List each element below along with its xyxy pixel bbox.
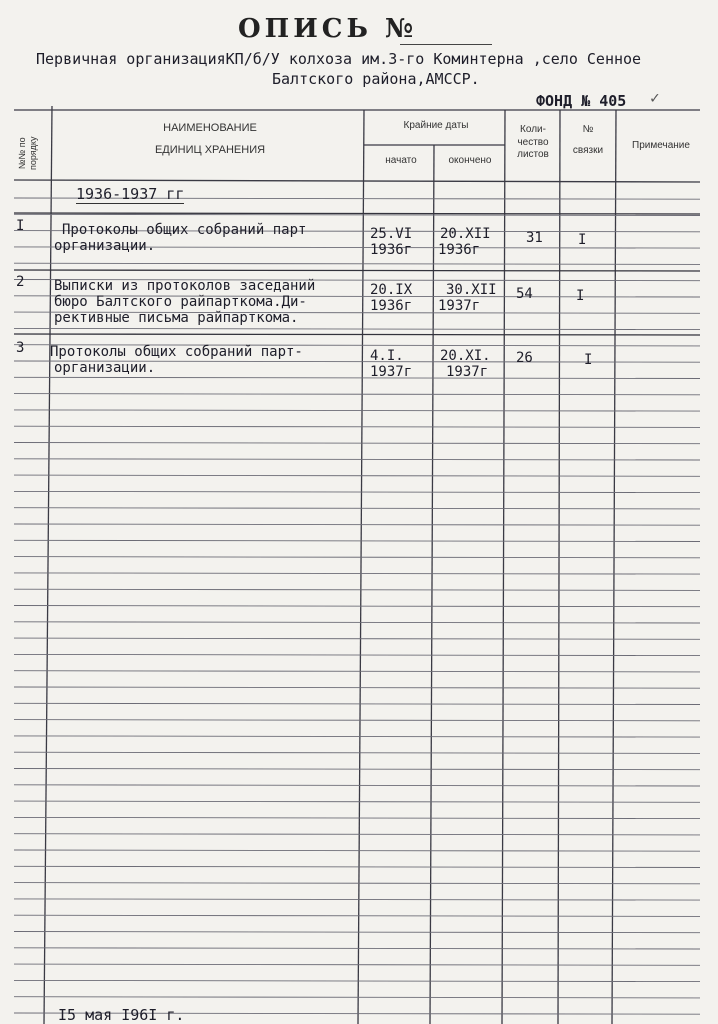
row-end-date-line-2: 1937г [438, 298, 481, 314]
ruling-line [14, 573, 700, 574]
ruling-line [14, 785, 700, 786]
ruling-line [14, 964, 700, 965]
row-number: 3 [16, 340, 25, 356]
column-header-sheets-line-3: листов [517, 149, 549, 160]
row-bundle-number: I [578, 232, 587, 248]
ruling-line [14, 899, 700, 900]
row-title-line-2: бюро Балтского райпарткома.Ди- [54, 294, 307, 310]
ruling-line [14, 915, 700, 916]
column-header-bundle-line-1: № [582, 124, 594, 135]
row-separator-line [14, 334, 700, 335]
row-separator-line [14, 213, 700, 214]
column-header-dates: Крайние даты [403, 120, 469, 131]
row-sheet-count: 54 [516, 286, 533, 302]
row-title-line-1: Выписки из протоколов заседаний [54, 278, 316, 294]
column-header-name-line-1: НАИМЕНОВАНИЕ [163, 122, 257, 134]
ruling-line [14, 394, 700, 395]
period-heading: 1936-1937 гг [76, 185, 185, 203]
row-start-date-line-2: 1936г [370, 298, 413, 314]
title-number-blank [400, 44, 492, 45]
ruling-line [14, 410, 700, 411]
ruling-line [14, 589, 700, 590]
check-mark-icon: ✓ [650, 88, 660, 107]
ruling-line [14, 540, 700, 541]
row-end-date-line-1: 30.XII [446, 282, 497, 298]
column-header-sheets-line-2: чество [517, 136, 549, 148]
column-header-name [60, 122, 360, 158]
organization-line-1: Первичная организацияКП/б/У колхоза им.3-го Коминтерна ,село Сенное [36, 50, 642, 68]
row-start-date-line-2: 1936г [370, 242, 413, 258]
row-title-line-2: организации. [54, 238, 156, 254]
ruling-line [14, 801, 700, 802]
ruling-line [14, 687, 700, 688]
ruling-line [14, 997, 700, 998]
row-title-line-1: Протоколы общих собраний парт [62, 222, 307, 238]
ruling-line [14, 475, 700, 476]
row-sheet-count: 31 [526, 230, 543, 246]
row-end-date-line-1: 20.XI. [440, 348, 491, 364]
row-sheet-count: 26 [516, 350, 533, 366]
column-header-sheets [506, 124, 560, 162]
row-bundle-number: I [584, 352, 593, 368]
row-bundle-number: I [576, 288, 585, 304]
ruling-line [14, 622, 700, 623]
ruling-line [14, 377, 700, 378]
ruling-line [14, 459, 700, 460]
footer-date: I5 мая I96I г. [58, 1006, 185, 1024]
column-header-number: №№ по порядку [16, 136, 38, 170]
column-header-bundle [562, 124, 614, 157]
ruling-line [14, 948, 700, 949]
row-title-line-1: Протоколы общих собраний парт- [50, 344, 303, 360]
ruling-line [14, 736, 700, 737]
ruling-line [14, 866, 700, 867]
column-header-bundle-line-2: связки [572, 144, 604, 156]
row-separator-line [14, 270, 700, 271]
row-start-date-line-1: 20.IX [370, 282, 413, 298]
ruling-line [14, 524, 700, 525]
ruling-line [14, 703, 700, 704]
column-header-end: окончено [448, 155, 492, 166]
ruling-line [14, 606, 700, 607]
organization-line-2: Балтского района,АМССР. [272, 70, 480, 88]
row-start-date-line-2: 1937г [370, 364, 413, 380]
ruling-line [14, 980, 700, 981]
column-header-name-line-2: ЕДИНИЦ ХРАНЕНИЯ [154, 143, 266, 156]
row-number: I [16, 218, 25, 234]
row-end-date-line-2: 1937г [446, 364, 489, 380]
column-header-note: Примечание [632, 140, 690, 151]
ruling-line [14, 769, 700, 770]
row-end-date-line-1: 20.XII [440, 226, 491, 242]
row-start-date-line-1: 25.VI [370, 226, 413, 242]
ruling-line [14, 638, 700, 639]
row-end-date-line-2: 1936г [438, 242, 481, 258]
ruling-line [14, 883, 700, 884]
column-header-sheets-line-1: Коли- [520, 124, 546, 135]
ruling-line [14, 817, 700, 818]
ruling-line [14, 850, 700, 851]
document-title: ОПИСЬ № [238, 14, 418, 44]
ruling-line [14, 491, 700, 492]
ruling-line [14, 557, 700, 558]
row-title-line-3: рективные письма райпарткома. [54, 310, 299, 326]
ruling-line [14, 834, 700, 835]
row-number: 2 [16, 274, 25, 290]
row-title-line-2: организации. [54, 360, 156, 376]
fond-number: ФОНД № 405 [536, 92, 627, 110]
row-start-date-line-1: 4.I. [370, 348, 404, 364]
ruling-line [14, 932, 700, 933]
ruling-line [14, 508, 700, 509]
ruling-line [14, 654, 700, 655]
ruling-line [14, 426, 700, 427]
ruling-line [14, 752, 700, 753]
ruling-line [14, 720, 700, 721]
ruling-line [14, 328, 700, 329]
ruling-line [14, 263, 700, 264]
column-header-start: начато [385, 155, 417, 166]
ruling-line [14, 671, 700, 672]
ruling-line [14, 443, 700, 444]
